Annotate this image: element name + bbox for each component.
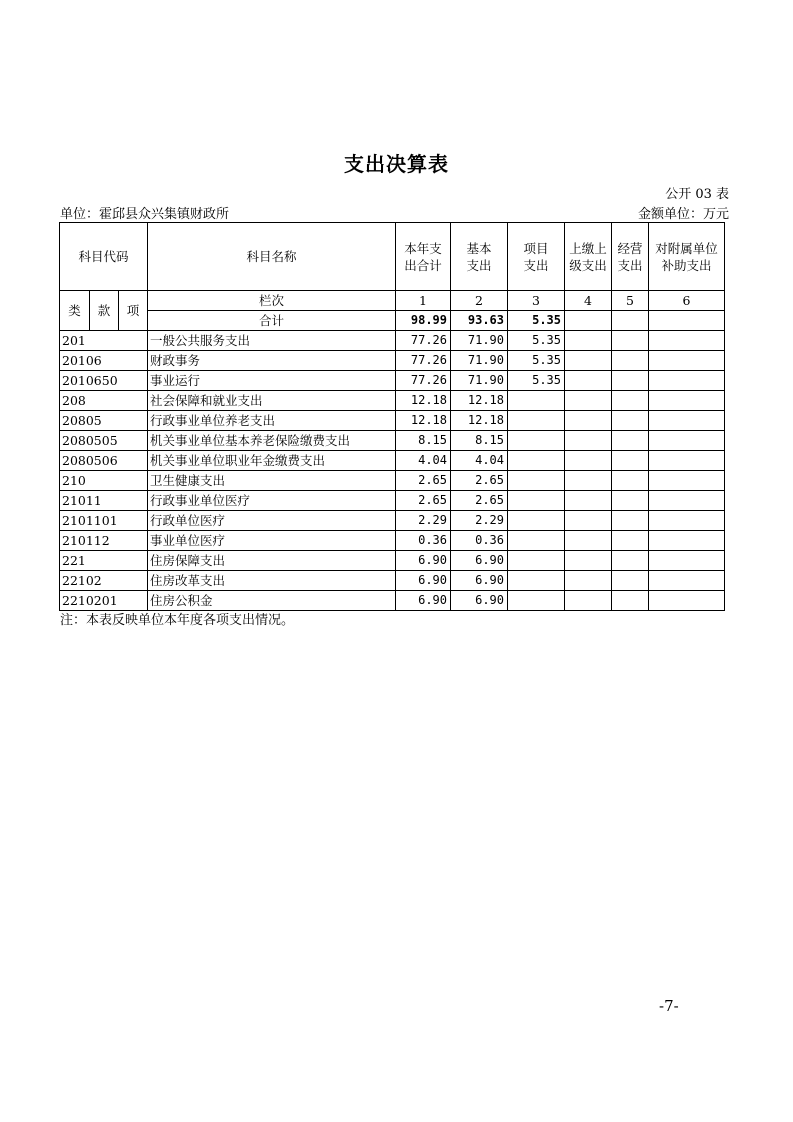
header-subsidy: 对附属单位 补助支出 (649, 223, 725, 291)
upper-expenditure (565, 591, 612, 611)
subsidy-expenditure (649, 391, 725, 411)
subsidy-expenditure (649, 571, 725, 591)
business-expenditure (612, 431, 649, 451)
table-row (60, 551, 725, 571)
upper-expenditure (565, 431, 612, 451)
subsidy-expenditure (649, 471, 725, 491)
total-expenditure: 0.36 (396, 531, 451, 551)
total-project: 5.35 (508, 311, 565, 331)
unit-label: 单位：霍邱县众兴集镇财政所 (60, 207, 230, 222)
page-number: -7- (659, 997, 679, 1015)
subject-code: 22102 (60, 571, 148, 591)
business-expenditure (612, 491, 649, 511)
column-number: 3 (508, 291, 565, 311)
subject-name: 财政事务 (148, 351, 396, 371)
project-expenditure (508, 491, 565, 511)
project-expenditure (508, 471, 565, 491)
upper-expenditure (565, 511, 612, 531)
subject-name: 卫生健康支出 (148, 471, 396, 491)
basic-expenditure: 6.90 (451, 591, 508, 611)
subsidy-expenditure (649, 331, 725, 351)
project-expenditure (508, 531, 565, 551)
total-expenditure: 2.65 (396, 491, 451, 511)
basic-expenditure: 0.36 (451, 531, 508, 551)
upper-expenditure (565, 551, 612, 571)
project-expenditure (508, 411, 565, 431)
subject-code: 2101101 (60, 511, 148, 531)
basic-expenditure: 12.18 (451, 411, 508, 431)
subsidy-expenditure (649, 491, 725, 511)
subject-code: 2010650 (60, 371, 148, 391)
total-expenditure: 12.18 (396, 411, 451, 431)
subject-code: 221 (60, 551, 148, 571)
total-basic: 93.63 (451, 311, 508, 331)
business-expenditure (612, 351, 649, 371)
footnote: 注：本表反映单位本年度各项支出情况。 (60, 613, 295, 628)
project-expenditure (508, 511, 565, 531)
subject-name: 机关事业单位职业年金缴费支出 (148, 451, 396, 471)
subject-code: 2080505 (60, 431, 148, 451)
subsidy-expenditure (649, 411, 725, 431)
total-expenditure: 4.04 (396, 451, 451, 471)
total-upper (565, 311, 612, 331)
project-expenditure (508, 391, 565, 411)
table-row (60, 471, 725, 491)
subject-name: 行政单位医疗 (148, 511, 396, 531)
basic-expenditure: 6.90 (451, 551, 508, 571)
total-expenditure: 77.26 (396, 351, 451, 371)
total-expenditure: 8.15 (396, 431, 451, 451)
total-expenditure: 2.29 (396, 511, 451, 531)
upper-expenditure (565, 331, 612, 351)
column-number: 4 (565, 291, 612, 311)
total-expenditure: 77.26 (396, 331, 451, 351)
column-label: 栏次 (148, 291, 396, 311)
basic-expenditure: 71.90 (451, 331, 508, 351)
subject-code: 2210201 (60, 591, 148, 611)
subject-name: 社会保障和就业支出 (148, 391, 396, 411)
table-row (60, 431, 725, 451)
subject-code: 20106 (60, 351, 148, 371)
upper-expenditure (565, 451, 612, 471)
header-lei: 类 (60, 291, 90, 331)
subject-name: 事业单位医疗 (148, 531, 396, 551)
form-number: 公开 03 表 (665, 187, 729, 202)
upper-expenditure (565, 411, 612, 431)
subject-name: 事业运行 (148, 371, 396, 391)
subject-code: 21011 (60, 491, 148, 511)
project-expenditure (508, 451, 565, 471)
project-expenditure (508, 431, 565, 451)
header-name: 科目名称 (148, 223, 396, 291)
total-expenditure: 2.65 (396, 471, 451, 491)
business-expenditure (612, 551, 649, 571)
subject-name: 行政事业单位养老支出 (148, 411, 396, 431)
upper-expenditure (565, 371, 612, 391)
header-xiang: 项 (119, 291, 148, 331)
amount-unit-label: 金额单位：万元 (637, 207, 729, 222)
basic-expenditure: 6.90 (451, 571, 508, 591)
subsidy-expenditure (649, 431, 725, 451)
business-expenditure (612, 591, 649, 611)
table-row (60, 591, 725, 611)
expenditure-table (59, 222, 725, 611)
header-kuan: 款 (90, 291, 119, 331)
basic-expenditure: 71.90 (451, 371, 508, 391)
project-expenditure (508, 571, 565, 591)
basic-expenditure: 2.65 (451, 471, 508, 491)
business-expenditure (612, 411, 649, 431)
total-label: 合计 (148, 311, 396, 331)
total-expenditure: 6.90 (396, 551, 451, 571)
business-expenditure (612, 371, 649, 391)
page-title: 支出决算表 (344, 152, 449, 176)
basic-expenditure: 4.04 (451, 451, 508, 471)
subsidy-expenditure (649, 371, 725, 391)
subsidy-expenditure (649, 591, 725, 611)
subject-code: 210 (60, 471, 148, 491)
subsidy-expenditure (649, 451, 725, 471)
basic-expenditure: 71.90 (451, 351, 508, 371)
total-business (612, 311, 649, 331)
business-expenditure (612, 471, 649, 491)
subject-code: 208 (60, 391, 148, 411)
upper-expenditure (565, 531, 612, 551)
subject-code: 20805 (60, 411, 148, 431)
subject-name: 行政事业单位医疗 (148, 491, 396, 511)
header-business: 经营 支出 (612, 223, 649, 291)
table-row (60, 411, 725, 431)
business-expenditure (612, 531, 649, 551)
project-expenditure: 5.35 (508, 331, 565, 351)
subject-name: 住房改革支出 (148, 571, 396, 591)
header-total: 本年支 出合计 (396, 223, 451, 291)
header-basic: 基本 支出 (451, 223, 508, 291)
subsidy-expenditure (649, 551, 725, 571)
project-expenditure (508, 551, 565, 571)
subject-name: 机关事业单位基本养老保险缴费支出 (148, 431, 396, 451)
column-number: 6 (649, 291, 725, 311)
table-row (60, 531, 725, 551)
total-subsidy (649, 311, 725, 331)
project-expenditure: 5.35 (508, 351, 565, 371)
header-upper: 上缴上 级支出 (565, 223, 612, 291)
upper-expenditure (565, 471, 612, 491)
table-row (60, 571, 725, 591)
subsidy-expenditure (649, 351, 725, 371)
business-expenditure (612, 391, 649, 411)
upper-expenditure (565, 351, 612, 371)
subject-code: 210112 (60, 531, 148, 551)
subsidy-expenditure (649, 511, 725, 531)
subject-name: 一般公共服务支出 (148, 331, 396, 351)
business-expenditure (612, 331, 649, 351)
total-expenditure: 12.18 (396, 391, 451, 411)
table-row (60, 491, 725, 511)
project-expenditure (508, 591, 565, 611)
header-project: 项目 支出 (508, 223, 565, 291)
subject-code: 201 (60, 331, 148, 351)
total-expenditure: 6.90 (396, 571, 451, 591)
subsidy-expenditure (649, 531, 725, 551)
subject-code: 2080506 (60, 451, 148, 471)
total-amount: 98.99 (396, 311, 451, 331)
basic-expenditure: 8.15 (451, 431, 508, 451)
basic-expenditure: 2.29 (451, 511, 508, 531)
basic-expenditure: 12.18 (451, 391, 508, 411)
column-number: 5 (612, 291, 649, 311)
total-expenditure: 77.26 (396, 371, 451, 391)
table-row (60, 351, 725, 371)
table-row (60, 371, 725, 391)
header-code: 科目代码 (60, 223, 148, 291)
project-expenditure: 5.35 (508, 371, 565, 391)
column-number: 2 (451, 291, 508, 311)
table-row (60, 451, 725, 471)
business-expenditure (612, 511, 649, 531)
subject-name: 住房公积金 (148, 591, 396, 611)
upper-expenditure (565, 391, 612, 411)
total-expenditure: 6.90 (396, 591, 451, 611)
basic-expenditure: 2.65 (451, 491, 508, 511)
table-row (60, 331, 725, 351)
column-number: 1 (396, 291, 451, 311)
table-row (60, 511, 725, 531)
business-expenditure (612, 451, 649, 471)
upper-expenditure (565, 571, 612, 591)
table-row (60, 391, 725, 411)
subject-name: 住房保障支出 (148, 551, 396, 571)
upper-expenditure (565, 491, 612, 511)
business-expenditure (612, 571, 649, 591)
